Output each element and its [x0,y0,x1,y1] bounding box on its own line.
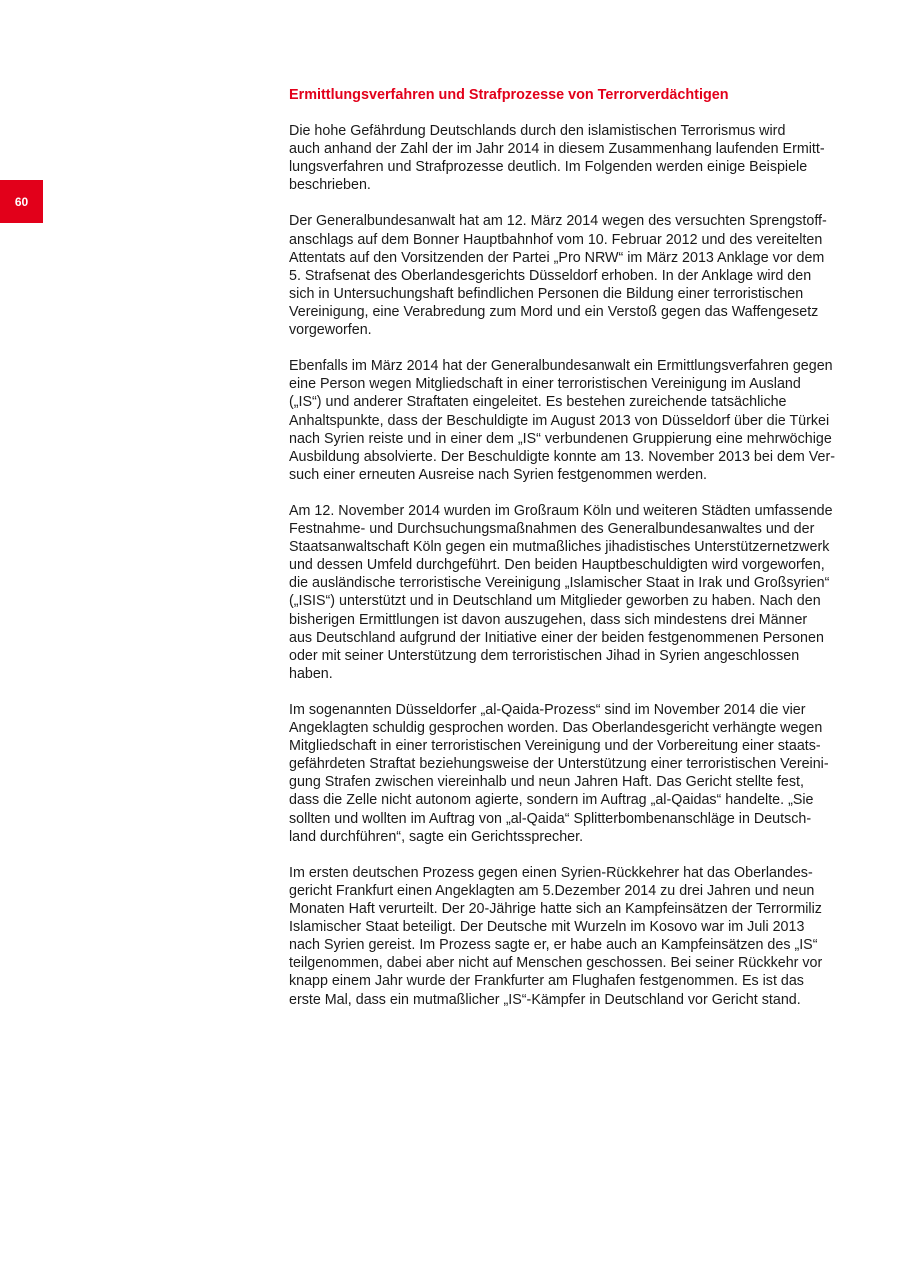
text-line: beschrieben. [289,177,371,194]
text-line: Islamischer Staat beteiligt. Der Deutsche mit Wurzeln im Kosovo war im Juli 2013 [289,919,805,936]
section-heading: Ermittlungsverfahren und Strafprozesse von Terrorverdächtigen [289,87,729,103]
text-line: gericht Frankfurt einen Angeklagten am 5.Dezember 2014 zu drei Jahren und neun [289,882,815,899]
text-line: Angeklagten schuldig gesprochen worden. Das Oberlandesgericht verhängte wegen [289,720,823,737]
text-line: haben. [289,665,333,682]
text-line: Im sogenannten Düsseldorfer „al-Qaida-Prozess“ sind im November 2014 die vier [289,702,806,718]
text-line: Ausbildung absolvierte. Der Beschuldigte konnte am 13. November 2013 bei dem Ver- [289,448,835,465]
text-line: erste Mal, dass ein mutmaßlicher „IS“-Kämpfer in Deutschland vor Gericht stand. [289,991,801,1008]
text-line: („ISIS“) unterstützt und in Deutschland um Mitglieder geworben zu haben. Nach den [289,593,821,610]
text-line: lungsverfahren und Strafprozesse deutlich. Im Folgenden werden einige Beispiele [289,159,808,176]
page-number-tab [0,180,43,223]
text-line: Attentats auf den Vorsitzenden der Partei „Pro NRW“ im März 2013 Anklage vor dem [289,249,825,266]
text-line: Der Generalbundesanwalt hat am 12. März 2014 wegen des versuchten Sprengstoff- [289,213,827,230]
text-line: Die hohe Gefährdung Deutschlands durch den islamistischen Terrorismus wird [289,123,786,139]
paragraph [289,122,839,194]
text-line: teilgenommen, dabei aber nicht auf Menschen geschossen. Bei seiner Rückkehr vor [289,955,823,972]
text-line: („IS“) und anderer Straftaten eingeleitet. Es bestehen zureichende tatsächliche [289,394,787,411]
paragraph [289,701,839,846]
text-line: und dessen Umfeld durchgeführt. Den beiden Hauptbeschuldigten wird vorgeworfen, [289,557,825,574]
text-line: such einer erneuten Ausreise nach Syrien festgenommen werden. [289,466,708,483]
text-line: Im ersten deutschen Prozess gegen einen Syrien-Rückkehrer hat das Oberlandes- [289,864,813,881]
text-line: Vereinigung, eine Verabredung zum Mord und ein Verstoß gegen das Waffengesetz [289,303,819,320]
text-line: vorgeworfen. [289,322,372,339]
text-line: bisherigen Ermittlungen ist davon auszugehen, dass sich mindestens drei Männer [289,611,808,628]
text-line: nach Syrien gereist. Im Prozess sagte er, er habe auch an Kampfeinsätzen des „IS“ [289,937,818,954]
text-line: 5. Strafsenat des Oberlandesgerichts Düsseldorf erhoben. In der Anklage wird den [289,267,812,284]
text-line: Festnahme- und Durchsuchungsmaßnahmen des Generalbundesanwaltes und der [289,521,815,538]
text-line: gefährdeten Straftat beziehungsweise der Unterstützung einer terroristischen Vereini- [289,756,829,773]
text-line: sollten und wollten im Auftrag von „al-Qaida“ Splitterbombenanschläge in Deutsch- [289,810,812,827]
page-number: 60 [14,194,29,209]
text-line: eine Person wegen Mitgliedschaft in einer terroristischen Vereinigung im Ausland [289,376,801,393]
text-line: nach Syrien reiste und in einer dem „IS“ verbundenen Gruppierung eine mehrwöchige [289,430,832,447]
text-line: dass die Zelle nicht autonom agierte, sondern im Auftrag „al-Qaidas“ handelte. „Sie [289,792,814,809]
text-line: Ebenfalls im März 2014 hat der Generalbundesanwalt ein Ermittlungsverfahren gegen [289,358,833,375]
text-line: oder mit seiner Unterstützung dem terroristischen Jihad in Syrien angeschlossen [289,647,800,664]
paragraph [289,864,839,1009]
text-line: Anhaltspunkte, dass der Beschuldigte im August 2013 von Düsseldorf über die Türkei [289,412,830,429]
text-line: anschlags auf dem Bonner Hauptbahnhof vom 10. Februar 2012 und des vereitelten [289,231,823,248]
text-line: Mitgliedschaft in einer terroristischen Vereinigung und der Vorbereitung einer staats- [289,738,821,755]
paragraph [289,502,839,683]
text-line: Am 12. November 2014 wurden im Großraum Köln und weiteren Städten umfassende [289,502,833,519]
body-text [289,122,839,1009]
text-line: gung Strafen zwischen viereinhalb und neun Jahren Haft. Das Gericht stellte fest, [289,774,804,791]
text-line: die ausländische terroristische Vereinigung „Islamischer Staat in Irak und Großsyrien“ [289,575,830,592]
text-line: sich in Untersuchungshaft befindlichen Personen die Bildung einer terroristischen [289,285,804,302]
text-line: knapp einem Jahr wurde der Frankfurter am Flughafen festgenommen. Es ist das [289,973,804,990]
text-line: auch anhand der Zahl der im Jahr 2014 in diesem Zusammenhang laufenden Ermitt- [289,141,825,158]
text-line: Staatsanwaltschaft Köln gegen ein mutmaßliches jihadistisches Unterstützernetzwerk [289,539,830,556]
document-content [289,86,839,1027]
text-line: aus Deutschland aufgrund der Initiative einer der beiden festgenommenen Personen [289,629,824,646]
paragraph [289,357,839,484]
paragraph [289,212,839,339]
text-line: Monaten Haft verurteilt. Der 20-Jährige hatte sich an Kampfeinsätzen der Terrormiliz [289,901,822,918]
text-line: land durchführen“, sagte ein Gerichtssprecher. [289,828,584,845]
